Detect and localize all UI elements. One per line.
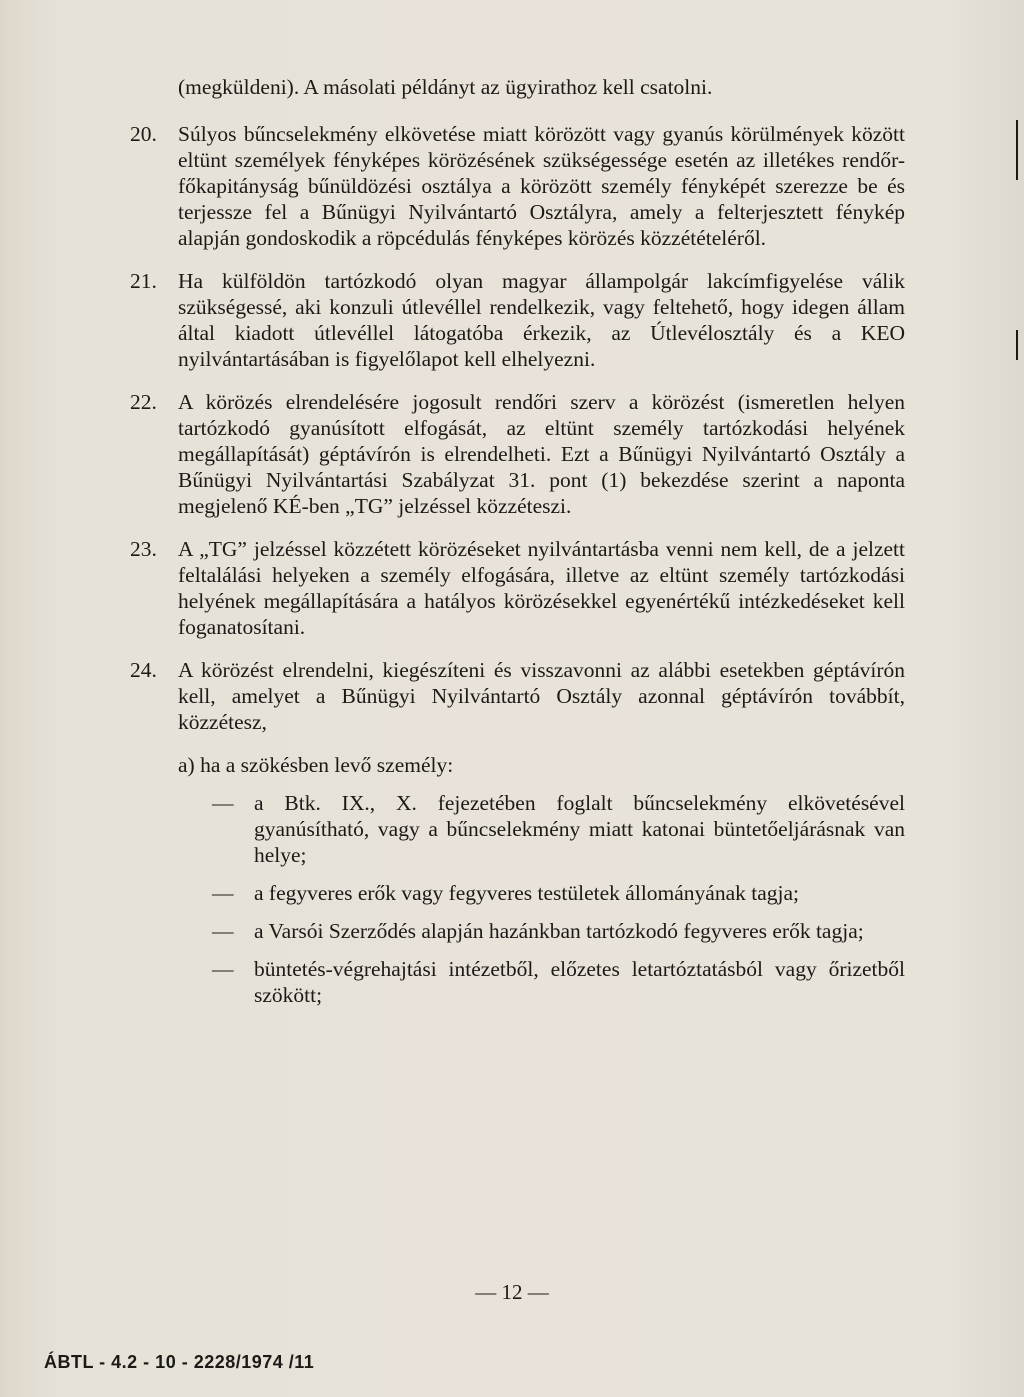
paragraph-number: 21. [130,269,157,293]
dash-list-item [130,956,905,1008]
dash-list-item [130,880,905,906]
paragraph-number: 23. [130,537,157,561]
dash-list-item [130,918,905,944]
paragraph-24 [130,657,905,735]
body-text [130,74,905,1020]
paragraph-number: 20. [130,122,157,146]
dash-list-item [130,790,905,868]
paragraph-22 [130,389,905,519]
list-item-text: büntetés-végrehajtási intézetből, előzetes letartóztatásból vagy őrizetből szökött; [254,957,905,1007]
paragraph-23 [130,536,905,640]
paragraph-text: A „TG” jelzéssel közzétett körözéseket nyilvántartásba venni nem kell, de a jelzett feltalálási helyeken a személy elfogására, illetve az eltünt személy tartózkodási helyének megállapítására a hatályos körözésekkel egyenértékű intézkedéseket kell foganatosítani. [178,537,905,639]
paragraph-text: A körözés elrendelésére jogosult rendőri szerv a körözést (ismeretlen helyen tartózkodó gyanúsított elfogását, az eltünt személy tartózkodási helyének megállapítását) géptávírón is elrendelheti. Ezt a Bűnügyi Nyilvántartó Osztály a Bűnügyi Nyilvántartási Szabályzat 31. pont (1) bekezdése szerint a naponta megjelenő KÉ-ben „TG” jelzéssel közzéteszi. [178,390,905,518]
paragraph-21 [130,268,905,372]
dash-bullet: — [212,919,234,943]
archive-reference: ÁBTL - 4.2 - 10 - 2228/1974 /11 [44,1352,315,1372]
paragraph-text: A körözést elrendelni, kiegészíteni és visszavonni az alábbi esetekben géptávírón kell, amelyet a Bűnügyi Nyilvántartó Osztály azonnal géptávírón továbbít, közzétesz, [178,658,905,734]
paragraph-text: Súlyos bűncselekmény elkövetése miatt körözött vagy gyanús körülmények között eltünt személyek fényképes körözésének szükségessége esetén az illetékes rendőr-főkapitányság bűnüldözési osztálya a körözött személy fényképét szerezze be és terjessze fel a Bűnügyi Nyilvántartó Osztályra, amely a felterjesztett fénykép alapján gondoskodik a röpcédulás fényképes körözés közzétételéről. [178,122,905,250]
paragraph-continuation [130,74,905,100]
list-item-text: a fegyveres erők vagy fegyveres testületek állományának tagja; [254,881,800,905]
paragraph-number: 22. [130,390,157,414]
paragraph-text: Ha külföldön tartózkodó olyan magyar állampolgár lakcímfigyelése válik szükségessé, aki konzuli útlevéllel rendelkezik, vagy feltehető, hogy idegen állam által kiadott útlevéllel látogatóba érkezik, az Útlevélosztály és a KEO nyilvántartásában is figyelőlapot kell elhelyezni. [178,269,905,371]
paragraph-number: 24. [130,658,157,682]
page-edge-mark [1016,120,1018,180]
page-edge-mark [1016,330,1018,360]
paragraph-text: (megküldeni). A másolati példányt az ügyirathoz kell csatolni. [178,75,713,99]
sub-heading-a: a) ha a szökésben levő személy: [178,753,454,777]
dash-bullet: — [212,881,234,905]
paragraph-20 [130,121,905,251]
dash-bullet: — [212,791,234,815]
list-item-text: a Btk. IX., X. fejezetében foglalt bűncselekmény elkövetésével gyanúsítható, vagy a bűncselekmény miatt katonai büntetőeljárásnak van helye; [254,791,905,867]
list-item-text: a Varsói Szerződés alapján hazánkban tartózkodó fegyveres erők tagja; [254,919,864,943]
page-number: — 12 — [475,1280,549,1304]
dash-bullet: — [212,957,234,981]
